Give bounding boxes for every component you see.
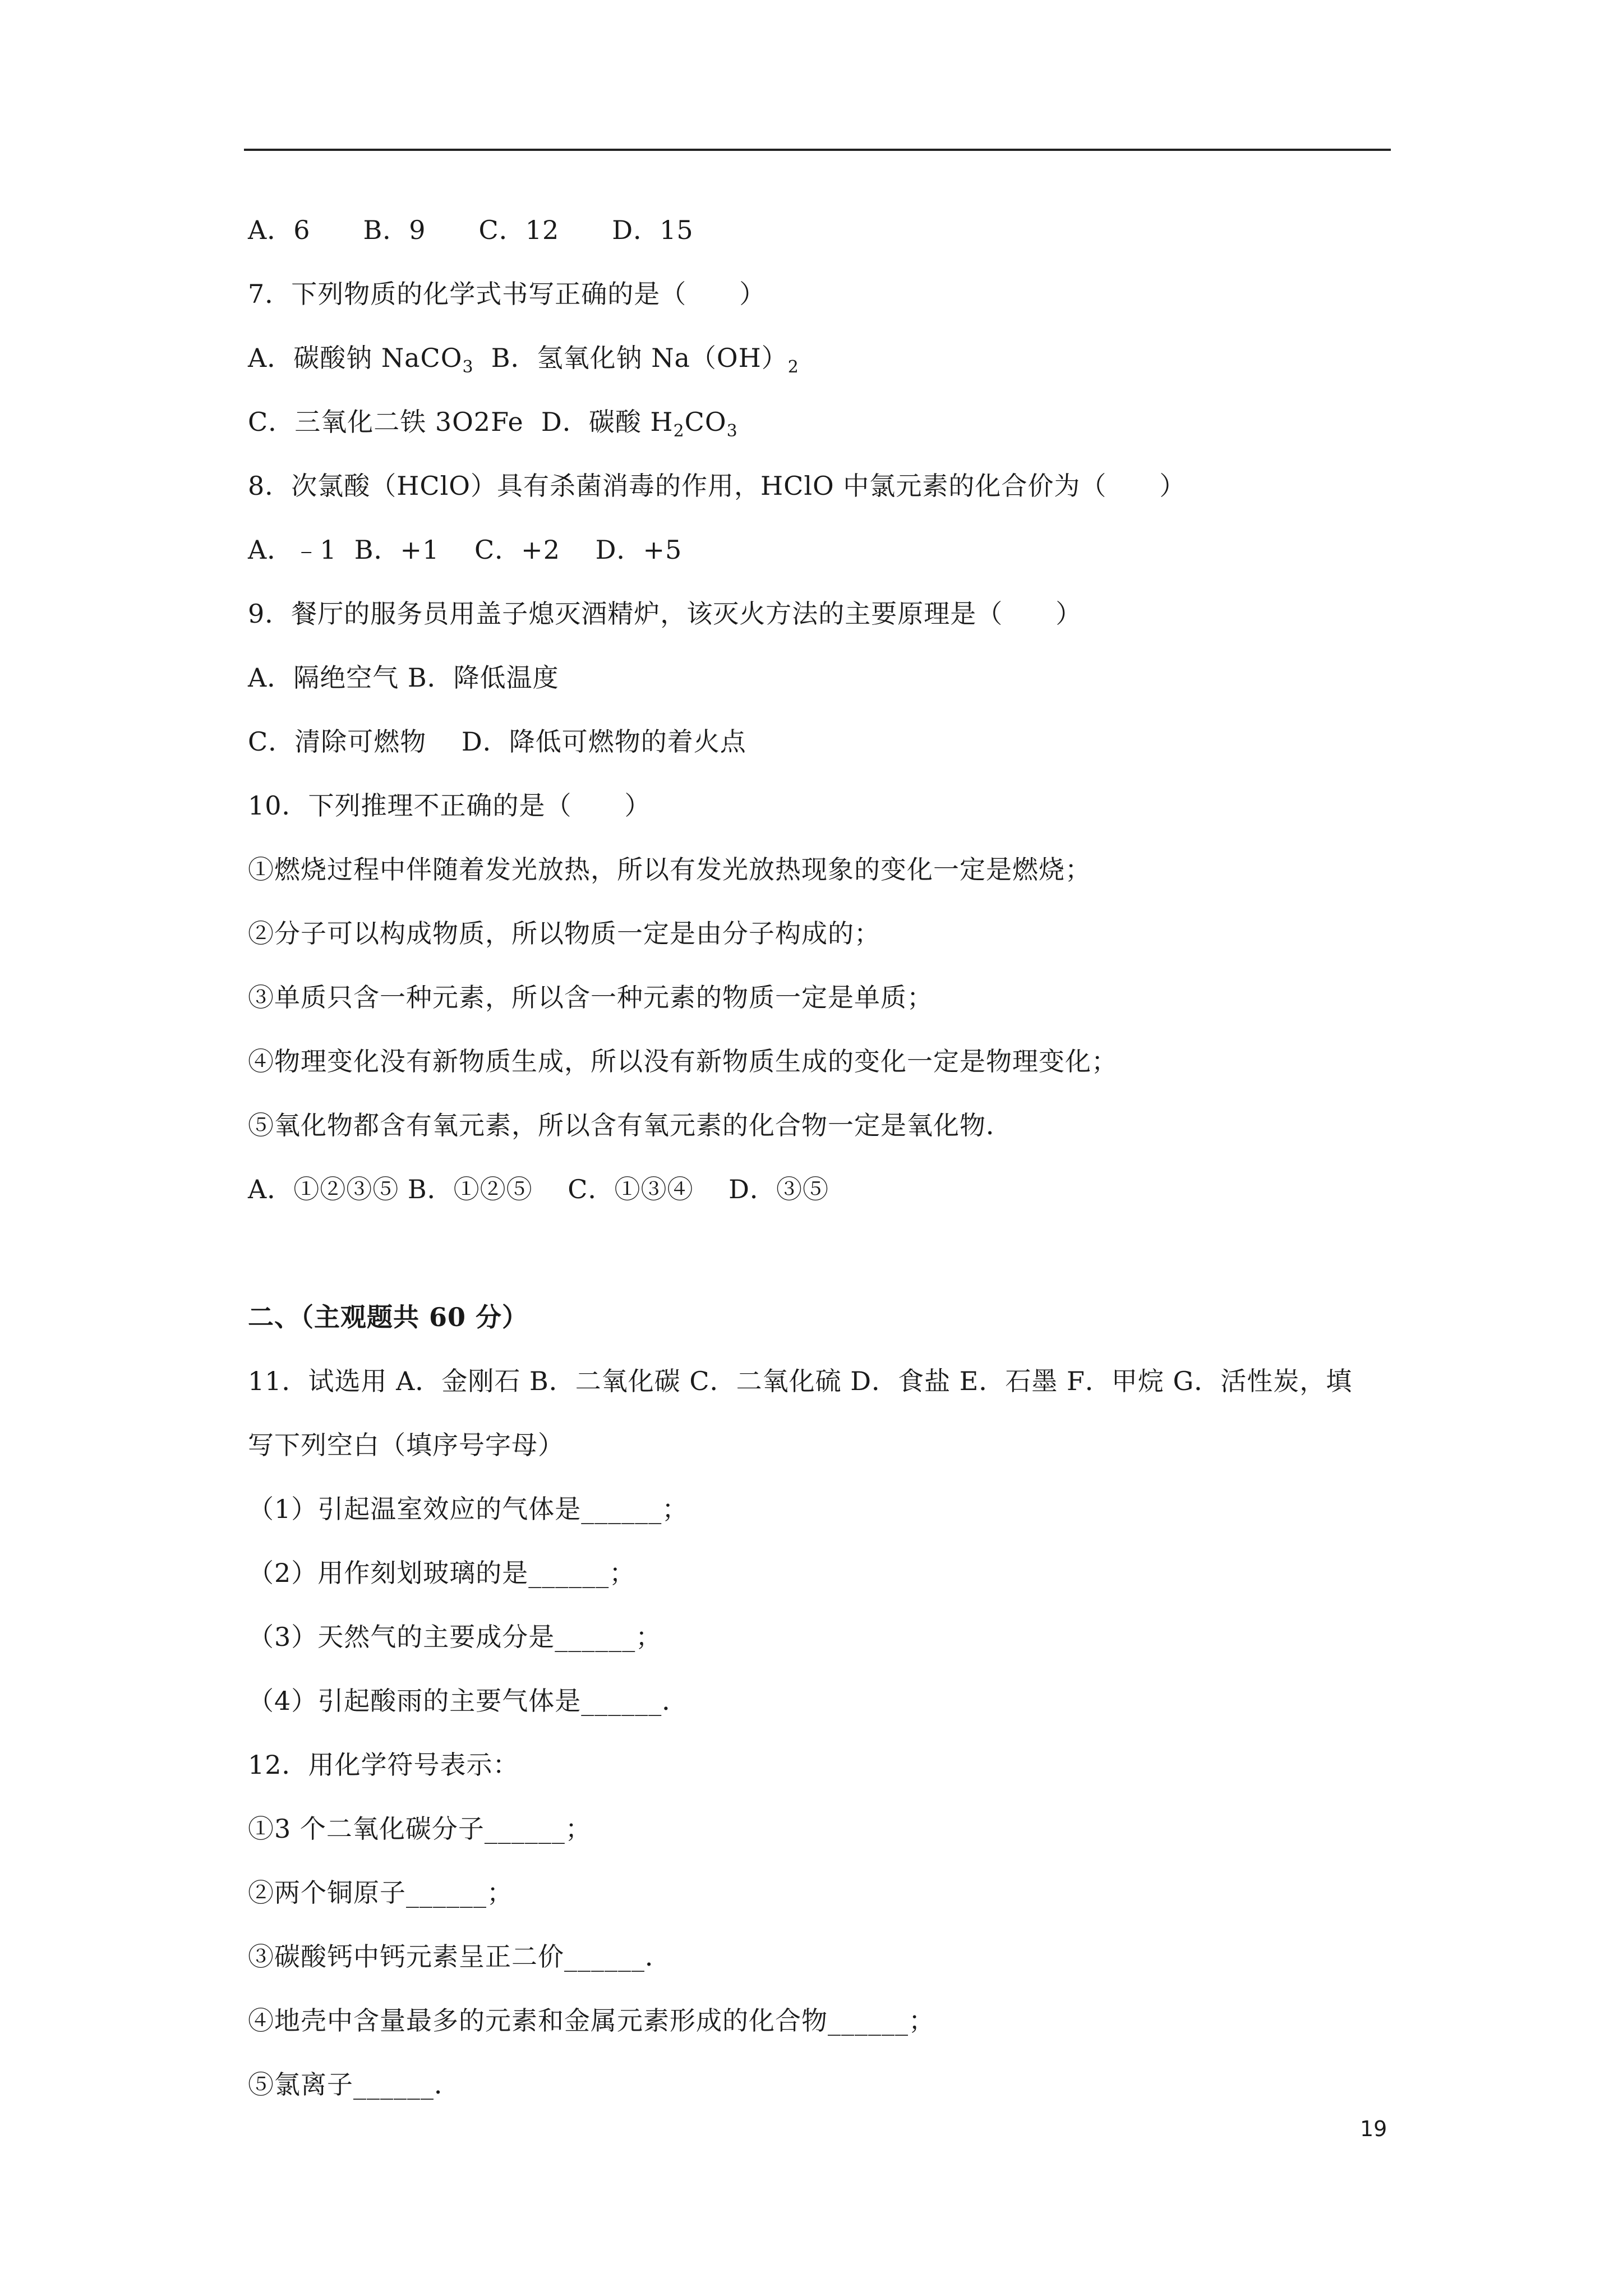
section-heading: 二、（主观题共 60 分） [248,1302,529,1332]
q10-statement-1: ①燃烧过程中伴随着发光放热，所以有发光放热现象的变化一定是燃烧； [248,854,1091,885]
q10-options: A．①②③⑤ B．①②⑤ C．①③④ D．③⑤ [248,1174,829,1204]
q12-item-3: ③碳酸钙中钙元素呈正二价______． [248,1941,671,1972]
q10-statement-5: ⑤氧化物都含有氧元素，所以含有氧元素的化合物一定是氧化物． [248,1110,1012,1140]
q7-options-cd: C．三氧化二铁 3O2Fe D．碳酸 $H_2CO_3$ [248,407,738,441]
q12-item-4: ④地壳中含量最多的元素和金属元素形成的化合物______； [248,2005,935,2036]
q9-stem: 9．餐厅的服务员用盖子熄灭酒精炉，该灭火方法的主要原理是（ ） [248,599,1082,629]
q7-stem: 7．下列物质的化学式书写正确的是（ ） [248,279,766,309]
q12-stem: 12．用化学符号表示： [248,1750,519,1780]
q11-item-2: （2）用作刻划玻璃的是______； [248,1558,636,1588]
q9-options-ab: A．隔绝空气 B．降低温度 [248,662,559,693]
q9-options-cd: C．清除可燃物 D．降低可燃物的着火点 [248,726,746,757]
q12-item-2: ②两个铜原子______； [248,1878,513,1908]
q6-options: A．6 B．9 C．12 D．15 [248,215,694,245]
q11-stem-line1: 11．试选用 A．金刚石 B．二氧化碳 C．二氧化硫 D．食盐 E．石墨 F．甲烷 G．活性炭，填 [248,1366,1353,1396]
q8-options: A．﹣1 B．+1 C．+2 D．+5 [248,535,683,565]
q10-stem: 10．下列推理不正确的是（ ） [248,790,651,821]
q11-item-4: （4）引起酸雨的主要气体是______． [248,1686,689,1716]
header-rule [244,149,1391,151]
page-number: 19 [1360,2116,1387,2141]
q11-item-1: （1）引起温室效应的气体是______； [248,1494,689,1524]
q12-item-1: ①3 个二氧化碳分子______； [248,1814,592,1844]
q12-item-5: ⑤氯离子______． [248,2069,460,2100]
q11-item-3: （3）天然气的主要成分是______； [248,1622,662,1652]
q10-statement-2: ②分子可以构成物质，所以物质一定是由分子构成的； [248,918,880,949]
q8-stem: 8．次氯酸（HClO）具有杀菌消毒的作用，HClO 中氯元素的化合价为（ ） [248,471,1186,501]
q10-statement-4: ④物理变化没有新物质生成，所以没有新物质生成的变化一定是物理变化； [248,1046,1118,1076]
q10-statement-3: ③单质只含一种元素，所以含一种元素的物质一定是单质； [248,982,933,1013]
q11-stem-line2: 写下列空白（填序号字母） [248,1430,564,1460]
q7-options-ab: A．碳酸钠 NaCO$_3$ B．氢氧化钠 $Na(OH)_2$ [248,343,799,377]
